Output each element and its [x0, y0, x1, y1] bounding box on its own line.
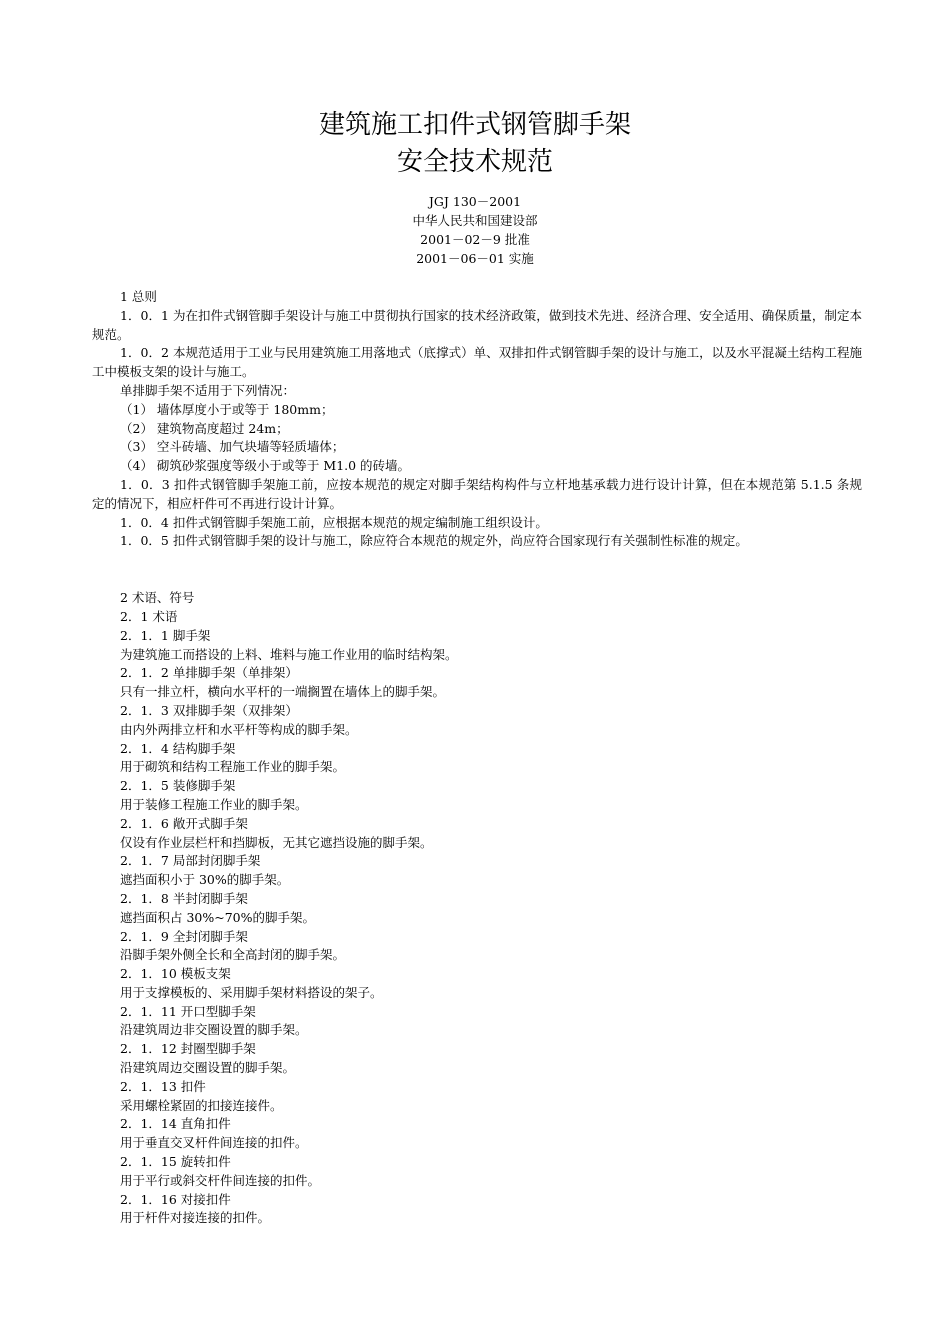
- term-definition: 用于装修工程施工作业的脚手架。: [120, 796, 308, 812]
- term-definition: 用于支撑模板的、采用脚手架材料搭设的架子。: [120, 984, 383, 1000]
- document-body: [92, 288, 862, 1228]
- term-number: 2．1．5 装修脚手架: [120, 778, 236, 794]
- clause-1-0-4: 1．0．4 扣件式钢管脚手架施工前，应根据本规范的规定编制施工组织设计。: [120, 514, 548, 530]
- term-number: 2．1．11 开口型脚手架: [120, 1003, 256, 1019]
- term-definition: 沿建筑周边非交圈设置的脚手架。: [120, 1022, 308, 1038]
- clause-1-0-2: 1．0．2 本规范适用于工业与民用建筑施工用落地式（底撑式）单、双排扣件式钢管脚手架的设计与施工，以及水平混凝土结构工程施工中模板支架的设计与施工。: [92, 345, 862, 380]
- term-definition: 由内外两排立杆和水平杆等构成的脚手架。: [120, 721, 358, 737]
- term-number: 2．1．8 半封闭脚手架: [120, 890, 248, 906]
- document-meta: [0, 192, 950, 268]
- term-definition: 遮挡面积小于 30%的脚手架。: [120, 872, 290, 888]
- issuer: 中华人民共和国建设部: [412, 213, 538, 228]
- list-item: （1） 墙体厚度小于或等于 180mm；: [120, 401, 334, 417]
- term-definition: 用于平行或斜交杆件间连接的扣件。: [120, 1172, 321, 1188]
- single-row-intro: 单排脚手架不适用于下列情况：: [120, 382, 296, 398]
- term-definition: 沿建筑周边交圈设置的脚手架。: [120, 1060, 296, 1076]
- term-number: 2．1．3 双排脚手架（双排架）: [120, 702, 298, 718]
- term-number: 2．1．14 直角扣件: [120, 1116, 231, 1132]
- clause-1-0-1: 1．0．1 为在扣件式钢管脚手架设计与施工中贯彻执行国家的技术经济政策，做到技术先进、经济合理、安全适用、确保质量，制定本规范。: [92, 307, 862, 342]
- standard-code: JGJ 130－2001: [428, 194, 522, 209]
- list-item: （3） 空斗砖墙、加气块墙等轻质墙体；: [120, 439, 345, 455]
- effective-date: 2001－06－01 实施: [416, 251, 534, 266]
- approval-date: 2001－02－9 批准: [420, 232, 530, 247]
- term-definition: 遮挡面积占 30%~70%的脚手架。: [120, 909, 316, 925]
- section-gap: [92, 551, 862, 589]
- term-definition: 用于砌筑和结构工程施工作业的脚手架。: [120, 759, 346, 775]
- list-item: （4） 砌筑砂浆强度等级小于或等于 M1.0 的砖墙。: [120, 458, 411, 474]
- term-number: 2．1．12 封圈型脚手架: [120, 1041, 256, 1057]
- term-definition: 用于杆件对接连接的扣件。: [120, 1210, 271, 1226]
- section-1-heading: 1 总则: [120, 289, 157, 304]
- document-title-line-2: 安全技术规范: [396, 147, 553, 177]
- term-number: 2．1．4 结构脚手架: [120, 740, 236, 756]
- term-number: 2．1．2 单排脚手架（单排架）: [120, 665, 298, 681]
- clause-1-0-3: 1．0．3 扣件式钢管脚手架施工前，应按本规范的规定对脚手架结构构件与立杆地基承载力进行设计计算，但在本规范第 5.1.5 条规定的情况下，相应杆件可不再进行设计计算。: [92, 476, 862, 511]
- section-2-heading: 2 术语、符号: [120, 590, 195, 606]
- term-definition: 沿脚手架外侧全长和全高封闭的脚手架。: [120, 947, 346, 963]
- term-number: 2．1．10 模板支架: [120, 966, 231, 982]
- term-definition: 为建筑施工而搭设的上料、堆料与施工作业用的临时结构架。: [120, 646, 458, 662]
- term-number: 2．1．16 对接扣件: [120, 1191, 231, 1207]
- term-number: 2．1．7 局部封闭脚手架: [120, 853, 261, 869]
- term-number: 2．1．6 敞开式脚手架: [120, 815, 248, 831]
- term-definition: 用于垂直交叉杆件间连接的扣件。: [120, 1135, 308, 1151]
- term-number: 2．1．13 扣件: [120, 1078, 206, 1094]
- document-title-line-1: 建筑施工扣件式钢管脚手架: [318, 110, 631, 140]
- term-definition: 采用螺栓紧固的扣接连接件。: [120, 1097, 283, 1113]
- term-number: 2．1．1 脚手架: [120, 627, 211, 643]
- term-definition: 仅设有作业层栏杆和挡脚板，无其它遮挡设施的脚手架。: [120, 834, 433, 850]
- subsection-2-1: 2．1 术语: [120, 608, 178, 624]
- clause-1-0-5: 1．0．5 扣件式钢管脚手架的设计与施工，除应符合本规范的规定外，尚应符合国家现行有关强制性标准的规定。: [120, 533, 748, 549]
- term-number: 2．1．9 全封闭脚手架: [120, 928, 248, 944]
- term-definition: 只有一排立杆，横向水平杆的一端搁置在墙体上的脚手架。: [120, 684, 446, 700]
- term-number: 2．1．15 旋转扣件: [120, 1154, 231, 1170]
- list-item: （2） 建筑物高度超过 24m；: [120, 420, 289, 436]
